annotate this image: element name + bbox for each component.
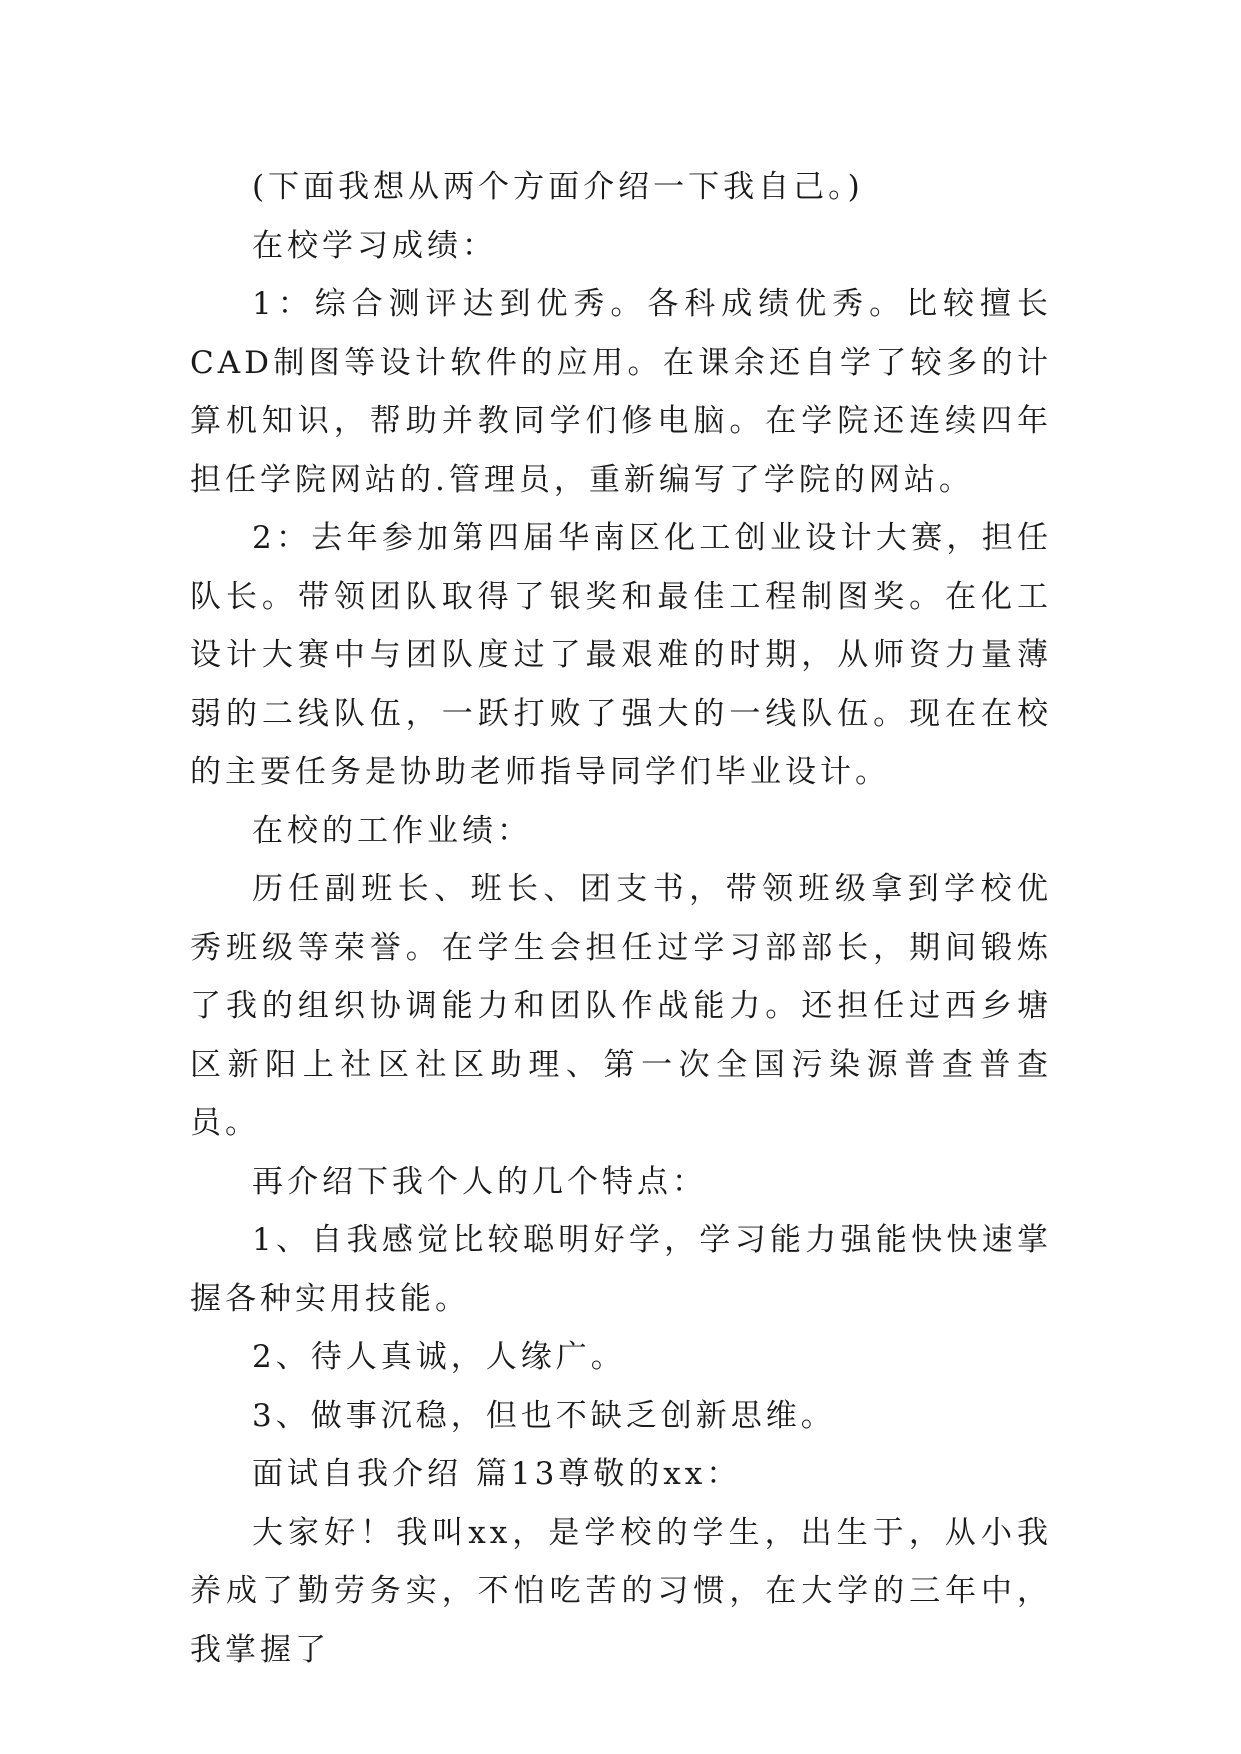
heading-work-results: 在校的工作业绩： [252,812,532,849]
paragraph-intro: (下面我想从两个方面介绍一下我自己。) [252,169,864,205]
paragraph-trait-3: 3、做事沉稳，但也不缺乏创新思维。 [252,1397,836,1434]
paragraph-greeting: 大家好！我叫xx，是学校的学生，出生于，从小我养成了勤劳务实，不怕吃苦的习惯，在大学的三年中，我掌握了 [190,1514,1052,1668]
heading-study-results: 在校学习成绩： [252,227,497,264]
paragraph-work-history: 历任副班长、班长、团支书，带领班级拿到学校优秀班级等荣誉。在学生会担任过学习部部长，期间锻炼了我的组织协调能力和团队作战能力。还担任过西乡塘区新阳上社区社区助理、第一次全国污染源普查普查员。 [190,871,1052,1141]
document-body [190,158,1052,1679]
paragraph-trait-1: 1、自我感觉比较聪明好学，学习能力强能快快速掌握各种实用技能。 [190,1222,1052,1317]
paragraph-trait-2: 2、待人真诚，人缘广。 [252,1339,626,1375]
paragraph-study-item-2: 2：去年参加第四届华南区化工创业设计大赛，担任队长。带领团队取得了银奖和最佳工程制图奖。在化工设计大赛中与团队度过了最艰难的时期，从师资力量薄弱的二线队伍，一跃打败了强大的一线队伍。现在在校的主要任务是协助老师指导同学们毕业设计。 [190,520,1052,790]
paragraph-study-item-1: 1：综合测评达到优秀。各科成绩优秀。比较擅长CAD制图等设计软件的应用。在课余还自学了较多的计算机知识，帮助并教同学们修电脑。在学院还连续四年担任学院网站的.管理员，重新编写了学院的网站。 [190,286,1052,498]
heading-section-13: 面试自我介绍 篇13尊敬的xx： [252,1456,742,1492]
heading-personal-traits: 再介绍下我个人的几个特点： [252,1163,707,1200]
